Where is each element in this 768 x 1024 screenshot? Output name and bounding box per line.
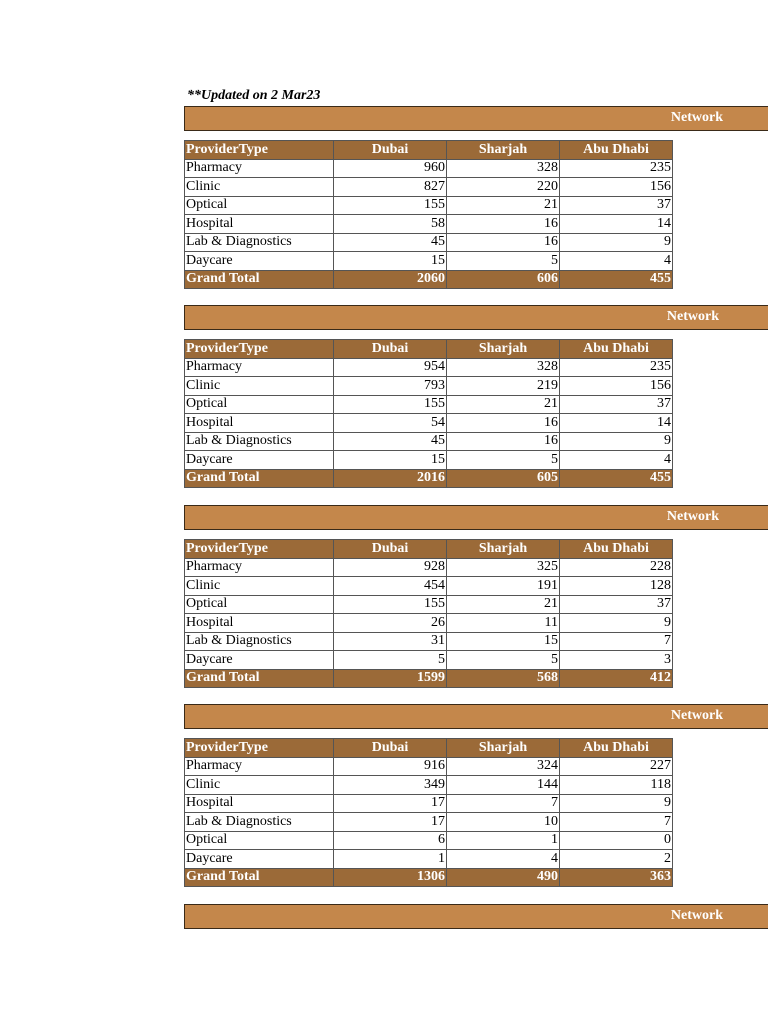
provider-table: [184, 539, 673, 688]
dubai-cell: 6: [334, 831, 447, 850]
section-header-band: [184, 305, 768, 330]
sharjah-cell: 5: [447, 252, 560, 271]
abu-dhabi-cell: 14: [560, 414, 673, 433]
col-header-sharjah: Sharjah: [447, 540, 560, 559]
sharjah-cell: 16: [447, 414, 560, 433]
grand-total-label: Grand Total: [185, 469, 334, 488]
sharjah-cell: 328: [447, 358, 560, 377]
table-row: [185, 196, 673, 215]
sharjah-cell: 144: [447, 776, 560, 795]
provider-table: [184, 339, 673, 488]
provider-type-cell: Lab & Diagnostics: [185, 813, 334, 832]
col-header-abu-dhabi: Abu Dhabi: [560, 540, 673, 559]
sharjah-total: 606: [447, 270, 560, 289]
abu-dhabi-cell: 37: [560, 196, 673, 215]
col-header-providertype: ProviderType: [185, 739, 334, 758]
table-header-row: [185, 540, 673, 559]
abu-dhabi-cell: 156: [560, 377, 673, 396]
table-row: [185, 614, 673, 633]
provider-type-cell: Hospital: [185, 794, 334, 813]
provider-table: [184, 140, 673, 289]
grand-total-label: Grand Total: [185, 270, 334, 289]
abu-dhabi-cell: 14: [560, 215, 673, 234]
col-header-providertype: ProviderType: [185, 340, 334, 359]
dubai-cell: 1: [334, 850, 447, 869]
table-row: [185, 358, 673, 377]
dubai-total: 1599: [334, 669, 447, 688]
updated-note: **Updated on 2 Mar23: [187, 88, 321, 103]
dubai-cell: 17: [334, 813, 447, 832]
col-header-dubai: Dubai: [334, 141, 447, 160]
sharjah-cell: 219: [447, 377, 560, 396]
dubai-cell: 349: [334, 776, 447, 795]
sharjah-cell: 16: [447, 215, 560, 234]
provider-type-cell: Optical: [185, 196, 334, 215]
table-row: [185, 595, 673, 614]
dubai-cell: 155: [334, 395, 447, 414]
table-row: [185, 252, 673, 271]
table-row: [185, 432, 673, 451]
dubai-cell: 17: [334, 794, 447, 813]
sharjah-cell: 5: [447, 651, 560, 670]
abu-dhabi-cell: 235: [560, 159, 673, 178]
grand-total-row: [185, 469, 673, 488]
provider-type-cell: Clinic: [185, 178, 334, 197]
sharjah-cell: 220: [447, 178, 560, 197]
col-header-sharjah: Sharjah: [447, 141, 560, 160]
dubai-cell: 5: [334, 651, 447, 670]
dubai-cell: 54: [334, 414, 447, 433]
sharjah-cell: 324: [447, 757, 560, 776]
abu-dhabi-cell: 7: [560, 813, 673, 832]
col-header-abu-dhabi: Abu Dhabi: [560, 340, 673, 359]
abu-dhabi-cell: 37: [560, 395, 673, 414]
abu-dhabi-cell: 9: [560, 614, 673, 633]
abu-dhabi-cell: 2: [560, 850, 673, 869]
dubai-total: 1306: [334, 868, 447, 887]
dubai-cell: 928: [334, 558, 447, 577]
sharjah-cell: 191: [447, 577, 560, 596]
table-row: [185, 776, 673, 795]
abu-dhabi-cell: 0: [560, 831, 673, 850]
provider-type-cell: Hospital: [185, 215, 334, 234]
section-header-band: [184, 505, 768, 530]
grand-total-row: [185, 868, 673, 887]
table-row: [185, 159, 673, 178]
table-row: [185, 215, 673, 234]
grand-total-label: Grand Total: [185, 868, 334, 887]
section-header-title: Network: [666, 509, 719, 524]
table-row: [185, 395, 673, 414]
dubai-cell: 916: [334, 757, 447, 776]
table-row: [185, 178, 673, 197]
table-row: [185, 850, 673, 869]
sharjah-cell: 4: [447, 850, 560, 869]
dubai-cell: 45: [334, 432, 447, 451]
provider-type-cell: Pharmacy: [185, 558, 334, 577]
abu-dhabi-cell: 3: [560, 651, 673, 670]
abu-dhabi-cell: 7: [560, 632, 673, 651]
provider-type-cell: Optical: [185, 595, 334, 614]
dubai-cell: 954: [334, 358, 447, 377]
provider-type-cell: Clinic: [185, 377, 334, 396]
table-row: [185, 757, 673, 776]
provider-type-cell: Daycare: [185, 451, 334, 470]
abu-dhabi-cell: 9: [560, 794, 673, 813]
abu-dhabi-cell: 4: [560, 252, 673, 271]
col-header-dubai: Dubai: [334, 540, 447, 559]
table-header-row: [185, 340, 673, 359]
table-row: [185, 558, 673, 577]
table-row: [185, 377, 673, 396]
abu-dhabi-cell: 4: [560, 451, 673, 470]
dubai-cell: 793: [334, 377, 447, 396]
sharjah-cell: 1: [447, 831, 560, 850]
abu-dhabi-cell: 227: [560, 757, 673, 776]
table-row: [185, 831, 673, 850]
sharjah-cell: 21: [447, 595, 560, 614]
table-row: [185, 813, 673, 832]
col-header-abu-dhabi: Abu Dhabi: [560, 739, 673, 758]
sharjah-cell: 16: [447, 233, 560, 252]
table-row: [185, 414, 673, 433]
table-row: [185, 577, 673, 596]
table-row: [185, 794, 673, 813]
sharjah-cell: 5: [447, 451, 560, 470]
sharjah-cell: 16: [447, 432, 560, 451]
abu-dhabi-total: 455: [560, 270, 673, 289]
dubai-cell: 45: [334, 233, 447, 252]
section-header-band: [184, 106, 768, 131]
dubai-total: 2060: [334, 270, 447, 289]
sharjah-cell: 11: [447, 614, 560, 633]
provider-type-cell: Pharmacy: [185, 757, 334, 776]
grand-total-label: Grand Total: [185, 669, 334, 688]
provider-type-cell: Clinic: [185, 776, 334, 795]
dubai-cell: 454: [334, 577, 447, 596]
dubai-cell: 827: [334, 178, 447, 197]
provider-type-cell: Optical: [185, 831, 334, 850]
provider-type-cell: Optical: [185, 395, 334, 414]
sharjah-cell: 21: [447, 395, 560, 414]
table-row: [185, 651, 673, 670]
section-header-title: Network: [666, 309, 719, 324]
col-header-dubai: Dubai: [334, 739, 447, 758]
section-header-band: [184, 704, 768, 729]
abu-dhabi-cell: 128: [560, 577, 673, 596]
abu-dhabi-cell: 228: [560, 558, 673, 577]
provider-type-cell: Hospital: [185, 614, 334, 633]
sharjah-cell: 10: [447, 813, 560, 832]
provider-type-cell: Hospital: [185, 414, 334, 433]
provider-type-cell: Clinic: [185, 577, 334, 596]
section-header-band: [184, 904, 768, 929]
provider-table: [184, 738, 673, 887]
sharjah-cell: 325: [447, 558, 560, 577]
dubai-cell: 31: [334, 632, 447, 651]
provider-type-cell: Lab & Diagnostics: [185, 233, 334, 252]
table-row: [185, 632, 673, 651]
abu-dhabi-cell: 235: [560, 358, 673, 377]
abu-dhabi-cell: 9: [560, 432, 673, 451]
sharjah-total: 605: [447, 469, 560, 488]
dubai-cell: 26: [334, 614, 447, 633]
provider-type-cell: Daycare: [185, 850, 334, 869]
provider-type-cell: Daycare: [185, 651, 334, 670]
dubai-cell: 155: [334, 196, 447, 215]
abu-dhabi-cell: 156: [560, 178, 673, 197]
col-header-providertype: ProviderType: [185, 540, 334, 559]
dubai-cell: 960: [334, 159, 447, 178]
grand-total-row: [185, 669, 673, 688]
provider-type-cell: Daycare: [185, 252, 334, 271]
abu-dhabi-total: 363: [560, 868, 673, 887]
abu-dhabi-cell: 37: [560, 595, 673, 614]
abu-dhabi-cell: 118: [560, 776, 673, 795]
col-header-dubai: Dubai: [334, 340, 447, 359]
provider-type-cell: Lab & Diagnostics: [185, 632, 334, 651]
sharjah-total: 568: [447, 669, 560, 688]
section-header-title: Network: [670, 708, 723, 723]
abu-dhabi-total: 412: [560, 669, 673, 688]
dubai-cell: 15: [334, 451, 447, 470]
col-header-sharjah: Sharjah: [447, 340, 560, 359]
grand-total-row: [185, 270, 673, 289]
table-header-row: [185, 141, 673, 160]
abu-dhabi-cell: 9: [560, 233, 673, 252]
provider-type-cell: Pharmacy: [185, 159, 334, 178]
dubai-cell: 15: [334, 252, 447, 271]
dubai-total: 2016: [334, 469, 447, 488]
dubai-cell: 155: [334, 595, 447, 614]
section-header-title: Network: [670, 110, 723, 125]
col-header-sharjah: Sharjah: [447, 739, 560, 758]
section-header-title: Network: [670, 908, 723, 923]
provider-type-cell: Pharmacy: [185, 358, 334, 377]
sharjah-cell: 15: [447, 632, 560, 651]
table-header-row: [185, 739, 673, 758]
sharjah-total: 490: [447, 868, 560, 887]
col-header-providertype: ProviderType: [185, 141, 334, 160]
table-row: [185, 451, 673, 470]
col-header-abu-dhabi: Abu Dhabi: [560, 141, 673, 160]
sharjah-cell: 21: [447, 196, 560, 215]
sharjah-cell: 7: [447, 794, 560, 813]
table-row: [185, 233, 673, 252]
abu-dhabi-total: 455: [560, 469, 673, 488]
dubai-cell: 58: [334, 215, 447, 234]
provider-type-cell: Lab & Diagnostics: [185, 432, 334, 451]
sharjah-cell: 328: [447, 159, 560, 178]
